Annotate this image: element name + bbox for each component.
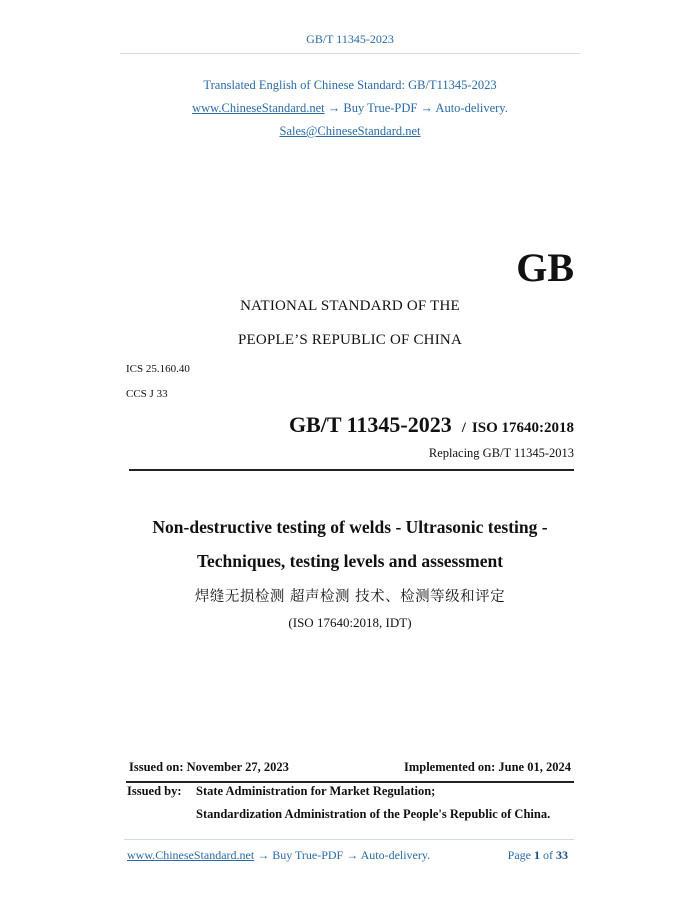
page-current: 1 <box>534 848 540 862</box>
standard-number-line <box>289 412 574 438</box>
header-divider <box>120 53 580 54</box>
replacing-standard: Replacing GB/T 11345-2013 <box>428 446 574 460</box>
national-standard-line-2: PEOPLE’S REPUBLIC OF CHINA <box>238 332 462 348</box>
footer-site-link[interactable]: www.ChineseStandard.net <box>127 848 255 862</box>
issued-on-date: Issued on: November 27, 2023 <box>129 760 289 774</box>
header-title: GB/T 11345-2023 <box>306 32 394 46</box>
page-total: 33 <box>556 848 568 862</box>
footer-buy-line <box>127 848 430 863</box>
document-title-chinese: 焊缝无损检测 超声检测 技术、检测等级和评定 <box>194 589 506 605</box>
main-divider <box>129 469 574 471</box>
document-title-line-1: Non-destructive testing of welds - Ultrasonic testing - <box>152 517 548 537</box>
page-indicator <box>508 848 568 863</box>
issue-divider <box>126 781 574 783</box>
implemented-on-date: Implemented on: June 01, 2024 <box>403 760 571 774</box>
promo-email-line <box>0 124 700 139</box>
document-title-line-2: Techniques, testing levels and assessment <box>196 551 504 571</box>
standard-number: GB/T 11345-2023 <box>288 412 452 437</box>
page-of: of <box>540 848 556 862</box>
standard-separator: / <box>461 420 466 436</box>
site-link[interactable]: www.ChineseStandard.net <box>192 101 325 115</box>
page-label: Page <box>507 848 534 862</box>
ics-code: ICS 25.160.40 <box>126 363 190 375</box>
gb-mark: GB <box>516 245 574 290</box>
national-standard-line-1: NATIONAL STANDARD OF THE <box>240 298 460 314</box>
iso-number: ISO 17640:2018 <box>471 420 574 436</box>
promo-buy-line <box>0 101 700 116</box>
footer-divider <box>124 839 574 840</box>
issuer-2: Standardization Administration of the People's Republic of China. <box>196 807 551 821</box>
email-link[interactable]: Sales@ChineseStandard.net <box>279 124 421 138</box>
iso-equivalence: (ISO 17640:2018, IDT) <box>288 615 412 630</box>
issuer-1: State Administration for Market Regulation; <box>196 784 436 798</box>
issued-by-label: Issued by: <box>127 784 182 798</box>
promo-line: Translated English of Chinese Standard: GB/T11345-2023 <box>203 78 497 92</box>
promo-buy-text: → Buy True-PDF → Auto-delivery. <box>324 101 508 115</box>
footer-buy-text: → Buy True-PDF → Auto-delivery. <box>254 848 431 862</box>
ccs-code: CCS J 33 <box>126 388 168 400</box>
